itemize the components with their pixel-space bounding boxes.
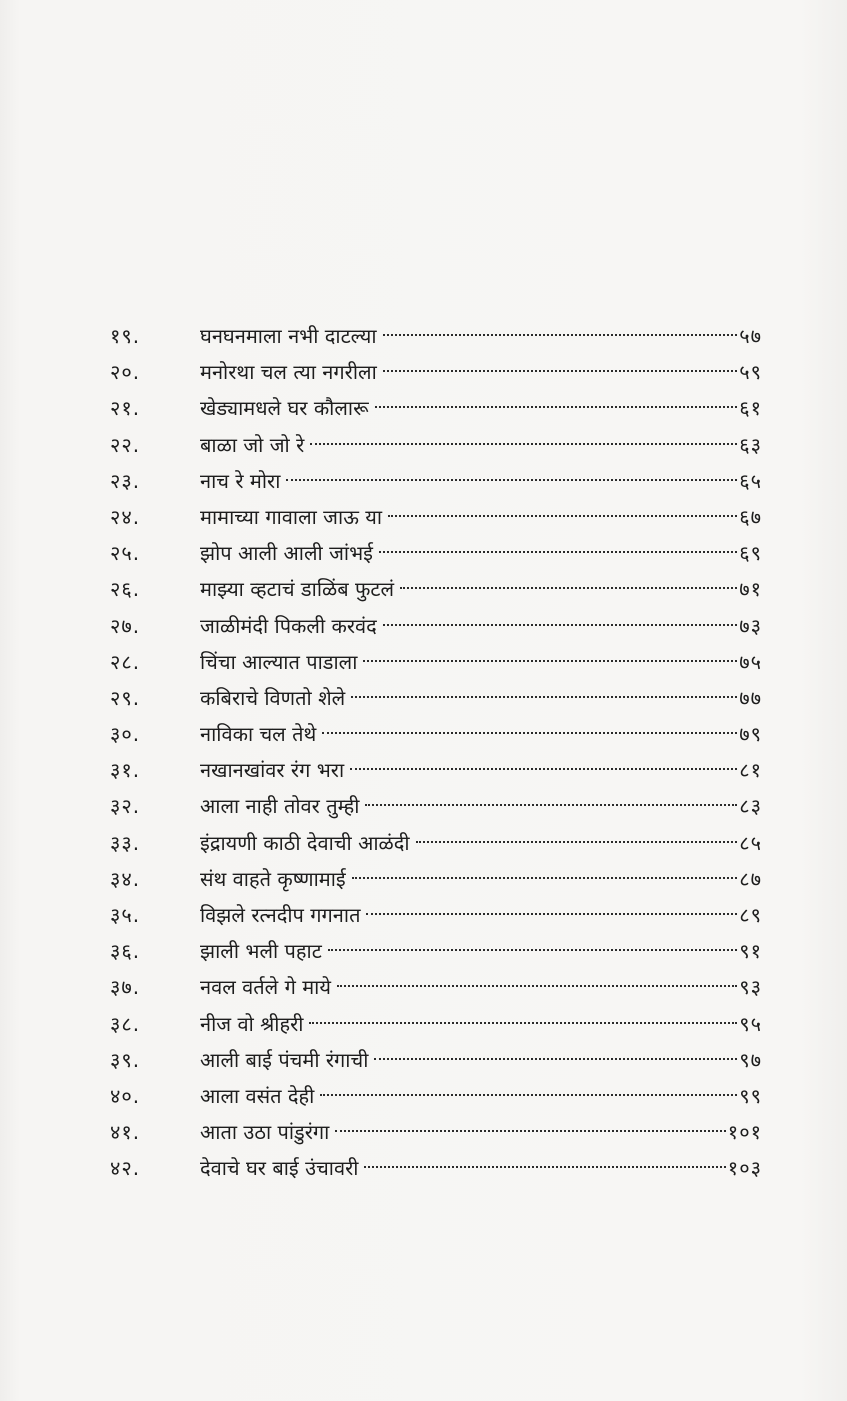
toc-entry-number: २४. xyxy=(110,504,141,529)
toc-entry-number: २६. xyxy=(110,577,141,602)
toc-entry xyxy=(110,571,762,607)
dot-leader xyxy=(383,334,738,336)
toc-entry-title: जाळीमंदी पिकली करवंद xyxy=(200,613,377,638)
toc-entry-number: २७. xyxy=(110,613,141,638)
toc-entry-title: आला नाही तोवर तुम्ही xyxy=(200,794,360,819)
dot-leader xyxy=(309,1022,737,1024)
toc-entry xyxy=(110,861,762,897)
toc-entry-title: झाली भली पहाट xyxy=(200,939,322,964)
toc-entry-number: ४१. xyxy=(110,1120,141,1145)
toc-entry xyxy=(110,390,762,426)
toc-entry-page-number: ७५ xyxy=(739,649,762,674)
toc-entry xyxy=(110,933,762,969)
toc-entry-title: माझ्या व्हटाचं डाळिंब फुटलं xyxy=(200,577,395,602)
toc-entry-number: २९. xyxy=(110,685,141,710)
toc-entry xyxy=(110,1150,762,1186)
toc-entry-page-number: ७९ xyxy=(739,722,762,747)
toc-entry xyxy=(110,463,762,499)
toc-entry-number: १९. xyxy=(110,324,141,348)
toc-entry-number: ३९. xyxy=(110,1047,141,1072)
toc-entry-number: ३१. xyxy=(110,758,141,783)
toc-entry-number: २२. xyxy=(110,432,141,457)
toc-entry-page-number: ६३ xyxy=(739,432,762,457)
toc-entry-page-number: ९७ xyxy=(739,1047,762,1072)
toc-entry-title: नीज वो श्रीहरी xyxy=(200,1011,304,1036)
toc-entry-number: ३५. xyxy=(110,903,141,927)
dot-leader xyxy=(383,624,737,626)
dot-leader xyxy=(350,768,737,770)
toc-entry-title: संथ वाहते कृष्णामाई xyxy=(200,866,346,891)
toc-entry-page-number: ५७ xyxy=(739,324,762,348)
toc-entry-page-number: ६७ xyxy=(739,504,762,529)
toc-entry-title: चिंचा आल्यात पाडाला xyxy=(200,649,358,674)
toc-entry-page-number: ७३ xyxy=(739,613,762,638)
toc-entry xyxy=(110,716,762,752)
toc-entry-number: २५. xyxy=(110,541,141,566)
dot-leader xyxy=(351,696,737,698)
toc-entry xyxy=(110,1006,762,1042)
dot-leader xyxy=(388,515,737,517)
toc-entry xyxy=(110,427,762,463)
toc-entry-page-number: ६९ xyxy=(739,541,762,566)
toc-entry-page-number: १०३ xyxy=(727,1156,762,1181)
dot-leader xyxy=(366,913,737,915)
toc-entry-page-number: १०१ xyxy=(727,1120,762,1145)
toc-entry-title: मामाच्या गावाला जाऊ या xyxy=(200,504,383,529)
toc-entry-page-number: ८३ xyxy=(739,794,762,819)
toc-entry-title: आता उठा पांडुरंगा xyxy=(200,1120,330,1145)
toc-entry-number: २८. xyxy=(110,649,141,674)
toc-entry-title: घनघनमाला नभी दाटल्या xyxy=(200,324,377,348)
toc-entry-page-number: ६५ xyxy=(739,468,762,493)
dot-leader xyxy=(364,1166,725,1168)
toc-entry xyxy=(110,680,762,716)
toc-entry-number: ३२. xyxy=(110,794,141,819)
toc-entry-title: नाविका चल तेथे xyxy=(200,722,317,747)
toc-entry-page-number: ५९ xyxy=(739,360,762,385)
toc-entry-title: आली बाई पंचमी रंगाची xyxy=(200,1047,369,1072)
toc-entry-page-number: ८७ xyxy=(739,866,762,891)
toc-entry-page-number: ९१ xyxy=(739,939,762,964)
toc-entry-number: ३६. xyxy=(110,939,141,964)
toc-entry-number: ३३. xyxy=(110,830,141,855)
dot-leader xyxy=(335,1130,725,1132)
toc-entry-number: ४०. xyxy=(110,1083,141,1108)
dot-leader xyxy=(379,551,737,553)
toc-entry xyxy=(110,897,762,933)
dot-leader xyxy=(416,841,738,843)
toc-entry xyxy=(110,969,762,1005)
toc-entry-number: ३८. xyxy=(110,1011,141,1036)
toc-entry xyxy=(110,354,762,390)
table-of-contents xyxy=(110,318,762,1187)
toc-entry-page-number: ७७ xyxy=(739,685,762,710)
toc-entry-page-number: ९३ xyxy=(739,975,762,1000)
toc-entry xyxy=(110,752,762,788)
toc-entry-title: झोप आली आली जांभई xyxy=(200,541,373,566)
toc-entry-number: ३०. xyxy=(110,722,141,747)
toc-entry-page-number: ६१ xyxy=(739,396,762,421)
dot-leader xyxy=(375,406,738,408)
toc-entry-title: देवाचे घर बाई उंचावरी xyxy=(200,1156,359,1181)
toc-entry-page-number: ८१ xyxy=(739,758,762,783)
toc-entry-number: ३७. xyxy=(110,975,141,1000)
toc-entry xyxy=(110,608,762,644)
dot-leader xyxy=(320,1094,737,1096)
toc-entry xyxy=(110,535,762,571)
toc-entry-title: विझले रत्नदीप गगनात xyxy=(200,903,361,927)
toc-entry xyxy=(110,788,762,824)
toc-entry xyxy=(110,1114,762,1150)
dot-leader xyxy=(374,1058,737,1060)
toc-entry-page-number: ८५ xyxy=(739,830,762,855)
toc-entry xyxy=(110,499,762,535)
toc-entry-title: कबिराचे विणतो शेले xyxy=(200,685,346,710)
toc-entry-number: २१. xyxy=(110,396,141,421)
toc-entry-number: ४२. xyxy=(110,1156,141,1181)
dot-leader xyxy=(383,370,737,372)
toc-entry-title: नवल वर्तले गे माये xyxy=(200,975,331,1000)
toc-entry-title: इंद्रायणी काठी देवाची आळंदी xyxy=(200,830,410,855)
dot-leader xyxy=(322,732,737,734)
toc-entry-page-number: ९९ xyxy=(739,1083,762,1108)
toc-entry-page-number: ९५ xyxy=(739,1011,762,1036)
toc-entry xyxy=(110,644,762,680)
toc-entry xyxy=(110,825,762,861)
toc-entry-number: ३४. xyxy=(110,866,141,891)
toc-entry-number: २०. xyxy=(110,360,141,385)
toc-entry-title: आला वसंत देही xyxy=(200,1083,315,1108)
toc-entry-title: बाळा जो जो रे xyxy=(200,432,305,457)
dot-leader xyxy=(328,949,737,951)
toc-entry-title: नखानखांवर रंग भरा xyxy=(200,758,345,783)
toc-entry-title: नाच रे मोरा xyxy=(200,468,281,493)
toc-entry-title: खेड्यामधले घर कौलारू xyxy=(200,396,369,421)
toc-entry xyxy=(110,318,762,354)
dot-leader xyxy=(337,985,737,987)
toc-entry xyxy=(110,1042,762,1078)
dot-leader xyxy=(286,479,737,481)
toc-entry-page-number: ७१ xyxy=(739,577,762,602)
dot-leader xyxy=(400,587,737,589)
toc-entry-title: मनोरथा चल त्या नगरीला xyxy=(200,360,377,385)
dot-leader xyxy=(310,443,737,445)
toc-entry-page-number: ८९ xyxy=(739,903,762,927)
toc-entry xyxy=(110,1078,762,1114)
dot-leader xyxy=(363,660,737,662)
toc-entry-number: २३. xyxy=(110,468,141,493)
dot-leader xyxy=(352,877,737,879)
dot-leader xyxy=(365,804,737,806)
